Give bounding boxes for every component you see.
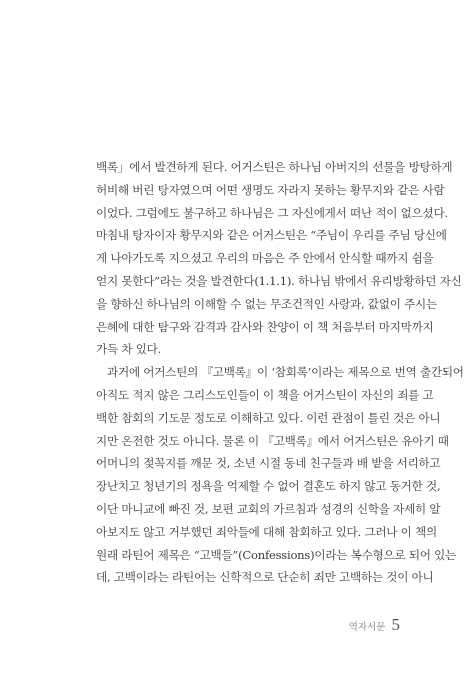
body-line: 마침내 탕자이자 황무지와 같은 어거스틴은 “주님이 우리를 주님 당신에: [96, 228, 447, 243]
body-line: 장난치고 청년기의 정욕을 억제할 수 없어 결혼도 하지 않고 동거한 것,: [96, 479, 441, 494]
body-line: 얻지 못한다”라는 것을 발견한다(1.1.1). 하나님 밖에서 유리방황하던 자신: [96, 273, 462, 288]
running-head: 역자서문: [348, 622, 386, 633]
body-line: 아직도 적지 않은 그리스도인들이 이 책을 어거스틴이 자신의 죄를 고: [96, 387, 434, 402]
body-line: 허비해 버린 탕자였으며 어떤 생명도 자라지 못하는 황무지와 같은 사람: [96, 182, 445, 197]
body-line: 게 나아가도록 지으셨고 우리의 마음은 주 안에서 안식할 때까지 쉼을: [96, 251, 434, 266]
body-line: 원래 라틴어 제목은 “고백들”(Confessions)이라는 복수형으로 되어 있는: [96, 547, 457, 562]
body-line: 이었다. 그럼에도 불구하고 하나님은 그 자신에게서 떠난 적이 없으셨다.: [96, 205, 448, 220]
body-line: 은혜에 대한 탐구와 감격과 감사와 찬양이 이 책 처음부터 마지막까지: [96, 319, 434, 334]
page-number: 5: [391, 615, 400, 634]
body-line: 아보지도 않고 거부했던 죄악들에 대해 참회하고 있다. 그러나 이 책의: [96, 524, 437, 539]
body-line: 을 향하신 하나님의 이해할 수 없는 무조건적인 사랑과, 값없이 주시는: [96, 296, 437, 311]
body-line: 데, 고백이라는 라틴어는 신학적으로 단순히 죄만 고백하는 것이 아니: [96, 570, 434, 585]
body-line: 어머니의 젖꼭지를 깨문 것, 소년 시절 동네 친구들과 배 밭을 서리하고: [96, 456, 441, 471]
body-line: 이단 마니교에 빠진 것, 보편 교회의 가르침과 성경의 신학을 자세히 알: [96, 501, 441, 516]
body-line: 지만 온전한 것도 아니다. 물론 이 『고백록』에서 어거스틴은 유아기 때: [96, 433, 449, 448]
body-line: 과거에 어거스틴의 『고백록』이 ‘참회록’이라는 제목으로 번역 출간되어: [107, 365, 464, 380]
body-line: 백록」에서 발견하게 된다. 어거스틴은 하나님 아버지의 선물을 방탕하게: [96, 160, 453, 174]
body-line: 백한 참회의 기도문 정도로 이해하고 있다. 이런 관점이 틀린 것은 아니: [96, 410, 441, 425]
page-footer: [330, 615, 400, 635]
body-text: [96, 156, 464, 589]
body-line: 가득 차 있다.: [96, 342, 162, 357]
